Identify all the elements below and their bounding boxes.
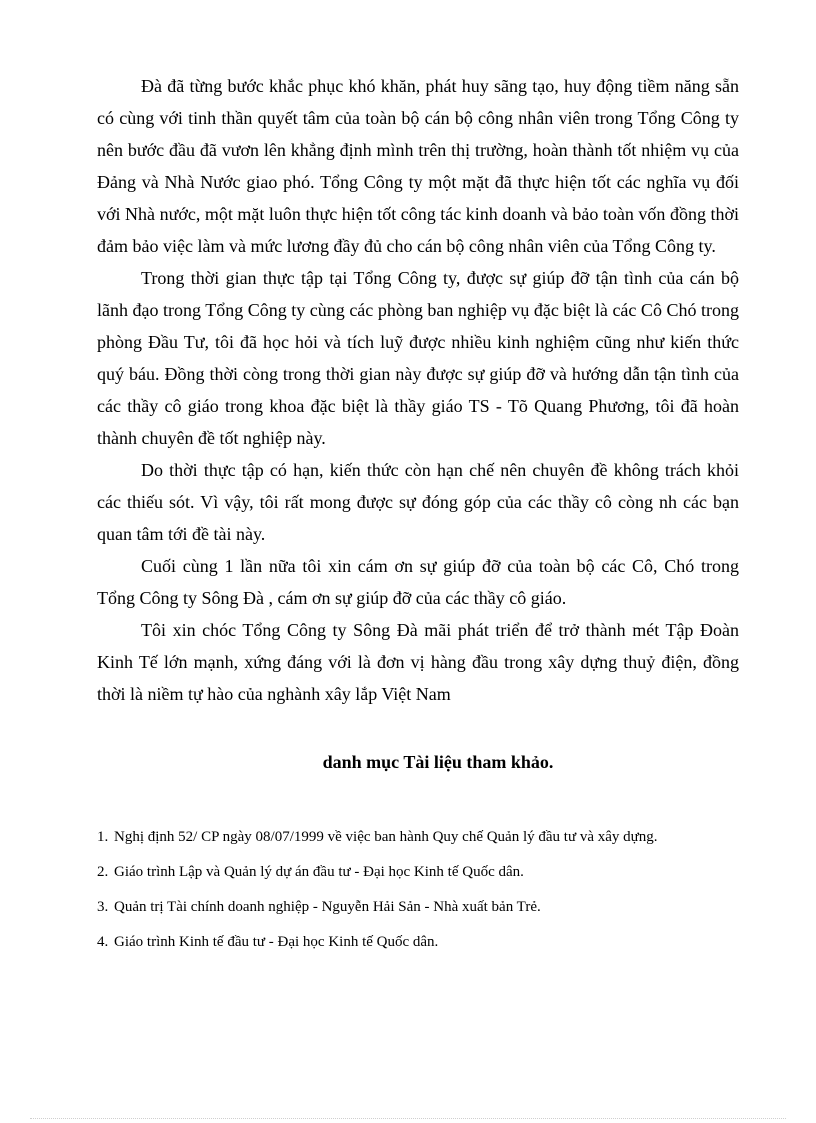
reference-number: 1. bbox=[97, 829, 109, 845]
reference-text: Nghị định 52/ CP ngày 08/07/1999 về việc ban hành Quy chế Quản lý đầu tư và xây dựng. bbox=[114, 829, 658, 845]
reference-text: Quản trị Tài chính doanh nghiệp - Nguyễn Hải Sản - Nhà xuất bản Trẻ. bbox=[114, 899, 541, 915]
references-list bbox=[97, 824, 739, 956]
page-bottom-divider bbox=[30, 1118, 786, 1119]
reference-item bbox=[97, 929, 739, 956]
reference-text: Giáo trình Lập và Quản lý dự án đầu tư - Đại học Kinh tế Quốc dân. bbox=[114, 864, 524, 880]
body-paragraph-2: Trong thời gian thực tập tại Tổng Công ty, được sự giúp đỡ tận tình của cán bộ lãnh đạo trong Tổng Công ty cùng các phòng ban nghiệp vụ đặc biệt là các Cô Chó trong phòng Đầu Tư, tôi đã học hỏi và tích luỹ được nhiều kinh nghiệm cũng như kiến thức quý báu. Đồng thời còng trong thời gian này được sự giúp đỡ và hướng dẫn tận tình của các thầy cô giáo trong khoa đặc biệt là thầy giáo TS - Tõ Quang Phương, tôi đã hoàn thành chuyên đề tốt nghiệp này. bbox=[97, 268, 739, 448]
document-page bbox=[97, 70, 739, 964]
reference-text: Giáo trình Kinh tế đầu tư - Đại học Kinh tế Quốc dân. bbox=[114, 934, 439, 950]
reference-number: 2. bbox=[97, 864, 109, 880]
body-paragraph-3: Do thời thực tập có hạn, kiến thức còn hạn chế nên chuyên đề không trách khỏi các thiếu sót. Vì vậy, tôi rất mong được sự đóng góp của các thầy cô còng nh các bạn quan tâm tới đề tài này. bbox=[97, 460, 739, 544]
reference-item bbox=[97, 859, 739, 886]
references-heading: danh mục Tài liệu tham khảo. bbox=[322, 752, 554, 772]
reference-number: 3. bbox=[97, 899, 109, 915]
body-paragraph-4: Cuối cùng 1 lần nữa tôi xin cám ơn sự giúp đỡ của toàn bộ các Cô, Chó trong Tổng Công ty Sông Đà , cám ơn sự giúp đỡ của các thầy cô giáo. bbox=[97, 556, 739, 608]
reference-item bbox=[97, 894, 739, 921]
body-paragraph-1: Đà đã từng bước khắc phục khó khăn, phát huy sãng tạo, huy động tiềm năng sẵn có cùng với tinh thần quyết tâm của toàn bộ cán bộ công nhân viên trong Tổng Công ty nên bước đầu đã vươn lên khẳng định mình trên thị trường, hoàn thành tốt nhiệm vụ của Đảng và Nhà Nước giao phó. Tổng Công ty một mặt đã thực hiện tốt các nghĩa vụ đối với Nhà nước, một mặt luôn thực hiện tốt công tác kinh doanh và bảo toàn vốn đồng thời đảm bảo việc làm và mức lương đầy đủ cho cán bộ công nhân viên của Tổng Công ty. bbox=[97, 76, 739, 256]
reference-number: 4. bbox=[97, 934, 109, 950]
reference-item bbox=[97, 824, 739, 851]
body-paragraph-5: Tôi xin chóc Tổng Công ty Sông Đà mãi phát triển để trở thành mét Tập Đoàn Kinh Tế lớn mạnh, xứng đáng với là đơn vị hàng đầu trong xây dựng thuỷ điện, đồng thời là niềm tự hào của nghành xây lắp Việt Nam bbox=[97, 620, 739, 704]
